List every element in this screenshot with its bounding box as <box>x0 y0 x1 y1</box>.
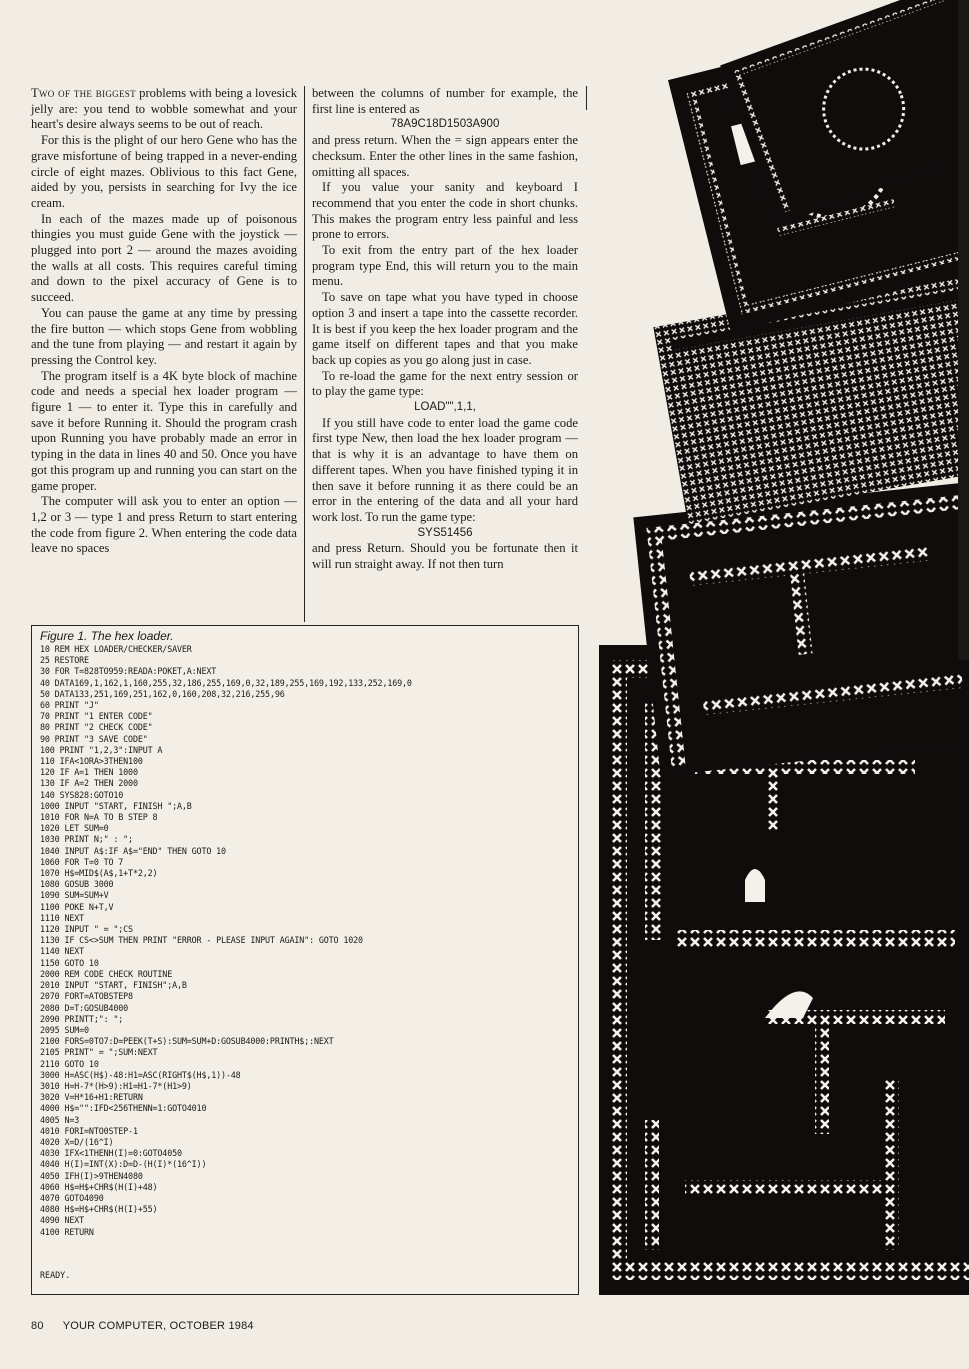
paragraph: and press return. When the = sign appears enter the checksum. Enter the other lines in the same fashion, omitting all spaces. <box>312 133 578 179</box>
program-listing <box>40 644 578 1238</box>
listing-line: 3020 V=H*16+H1:RETURN <box>40 1092 143 1103</box>
listing-line: 4005 N=3 <box>40 1114 80 1125</box>
listing-line: 4090 NEXT <box>40 1215 85 1226</box>
listing-line: 2070 FORT=ATOBSTEP8 <box>40 991 133 1002</box>
page-number: 80 <box>31 1320 44 1332</box>
paragraph: Two of the biggest problems with being a lovesick jelly are: you tend to wobble somewhat and your heart's desire always seems to be out of reach. <box>31 86 298 132</box>
listing-line: 4080 H$=H$+CHR$(H(I)+55) <box>40 1204 158 1215</box>
listing-line: 4010 FORI=NTO0STEP-1 <box>40 1125 138 1136</box>
paragraph: You can pause the game at any time by pressing the fire button — which stops Gene from wobbling and the tune from playing — and restart it again by pressing the Control key. <box>31 305 297 367</box>
listing-line: 4000 H$="":IFD<256THENN=1:GOTO4010 <box>40 1103 207 1114</box>
listing-line: 4060 H$=H$+CHR$(H(I)+48) <box>40 1181 158 1192</box>
listing-line: 1150 GOTO 10 <box>40 957 99 968</box>
listing-line: 1040 INPUT A$:IF A$="END" THEN GOTO 10 <box>40 845 226 856</box>
listing-line: 100 PRINT "1,2,3":INPUT A <box>40 744 163 755</box>
listing-line: 25 RESTORE <box>40 655 89 666</box>
paragraph: To re-load the game for the next entry session or to play the game type: <box>312 368 578 399</box>
listing-line: 30 FOR T=828TO959:READA:POKET,A:NEXT <box>40 666 217 677</box>
paragraph: To exit from the entry part of the hex loader program type End, this will return you to the main menu. <box>312 243 578 289</box>
figure-caption: Figure 1. The hex loader. <box>40 629 174 643</box>
hex-loader-listing <box>31 625 579 1295</box>
code-example: SYS51456 <box>417 526 473 539</box>
listing-line: 4070 GOTO4090 <box>40 1192 104 1203</box>
listing-line: 2095 SUM=0 <box>40 1024 89 1035</box>
listing-line: 120 IF A=1 THEN 1000 <box>40 767 138 778</box>
listing-line: 4020 X=D/(16^I) <box>40 1136 114 1147</box>
listing-line: 1100 POKE N+T,V <box>40 901 114 912</box>
column-divider <box>304 86 305 622</box>
paragraph: The program itself is a 4K byte block of machine code and needs a special hex loader program — figure 1 — to enter it. Type this in carefully and save it before Running it. Should the program crash upon Running you have probably made an error in typing in the data in lines 40 and 50. Once you have got this program up and running you can start on the game proper. <box>31 368 297 493</box>
listing-line: 4050 IFH(I)>9THEN4080 <box>40 1170 143 1181</box>
listing-line: 3000 H=ASC(H$)-48:H1=ASC(RIGHT$(H$,1))-48 <box>40 1069 241 1080</box>
listing-line: 2090 PRINTT;": "; <box>40 1013 124 1024</box>
listing-line: 1010 FOR N=A TO B STEP 8 <box>40 812 158 823</box>
publication-line: YOUR COMPUTER, OCTOBER 1984 <box>62 1320 254 1332</box>
lead-in: Two of the biggest <box>31 86 136 100</box>
listing-line: 10 REM HEX LOADER/CHECKER/SAVER <box>40 644 192 654</box>
listing-line: 1090 SUM=SUM+V <box>40 890 109 901</box>
paragraph: For this is the plight of our hero Gene who has the grave misfortune of being trapped in a never-ending circle of eight mazes. Oblivious to this fact Gene, aided by you, persists in searching for Ivy the ice cream. <box>31 133 297 210</box>
listing-line: 1020 LET SUM=0 <box>40 823 109 834</box>
listing-line: 130 IF A=2 THEN 2000 <box>40 778 138 789</box>
paragraph: and press Return. Should you be fortunate then it will run straight away. If not then turn <box>312 541 578 572</box>
listing-line: 4040 H(I)=INT(X):D=D-(H(I)*(16^I)) <box>40 1159 207 1170</box>
paragraph: The computer will ask you to enter an option — 1,2 or 3 — type 1 and press Return to start entering the code from figure 2. When entering the code data leave no spaces <box>31 494 297 556</box>
paragraph: In each of the mazes made up of poisonous thingies you must guide Gene with the joystick — plugged into port 2 — around the mazes avoiding the walls at all costs. This requires careful timing and down to the pixel accuracy of Gene is to succeed. <box>31 211 297 305</box>
listing-line: 4100 RETURN <box>40 1226 94 1237</box>
listing-line: 4030 IFX<1THENH(I)=0:GOTO4050 <box>40 1148 182 1159</box>
paragraph: If you value your sanity and keyboard I recommend that you enter the code in short chunks. This makes the program entry less painful and less prone to errors. <box>312 180 578 242</box>
listing-line: 2100 FORS=0TO7:D=PEEK(T+S):SUM=SUM+D:GOSUB4000:PRINTH$;:NEXT <box>40 1036 334 1047</box>
listing-line: 2105 PRINT" = ";SUM:NEXT <box>40 1047 158 1058</box>
listing-line: 90 PRINT "3 SAVE CODE" <box>40 733 148 744</box>
maze-screen-middle <box>633 482 969 776</box>
listing-line: 2000 REM CODE CHECK ROUTINE <box>40 968 173 979</box>
listing-line: 1060 FOR T=0 TO 7 <box>40 856 124 867</box>
paragraph: If you still have code to enter load the game code first type New, then load the hex loader program — that is why it is an advantage to have them on different tapes. When you have finished typing it in then save it before running it as there could be an error in the entering of the data and all your hard work lost. To run the game type: <box>312 415 578 524</box>
game-screenshot-collage <box>585 0 969 1369</box>
listing-line: 1070 H$=MID$(A$,1+T*2,2) <box>40 868 158 879</box>
listing-line: 1130 IF CS<>SUM THEN PRINT "ERROR - PLEASE INPUT AGAIN": GOTO 1020 <box>40 935 363 946</box>
listing-line: 1000 INPUT "START, FINISH ";A,B <box>40 800 192 811</box>
listing-line: 140 SYS828:GOTO10 <box>40 789 124 800</box>
code-example: 78A9C18D1503A900 <box>390 118 500 131</box>
listing-line: 1030 PRINT N;" : "; <box>40 834 133 845</box>
code-example: LOAD"",1,1, <box>414 401 476 414</box>
listing-line: 40 DATA169,1,162,1,160,255,32,186,255,169,0,32,189,255,169,192,133,252,169,0 <box>40 677 412 688</box>
edge-bar <box>958 0 969 660</box>
listing-line: 110 IFA<1ORA>3THEN100 <box>40 756 143 767</box>
article-column-2 <box>312 86 578 573</box>
listing-line: 80 PRINT "2 CHECK CODE" <box>40 722 153 733</box>
listing-line: 2080 D=T:GOSUB4000 <box>40 1002 129 1013</box>
listing-line: 60 PRINT "J" <box>40 700 99 711</box>
listing-line: 1120 INPUT " = ";CS <box>40 924 133 935</box>
ready-prompt: READY. <box>40 1270 71 1280</box>
paragraph: To save on tape what you have typed in choose option 3 and insert a tape into the cassette recorder. It is best if you keep the hex loader program and the game itself on different tapes and that you make back up copies as you go along just in case. <box>312 290 578 367</box>
listing-line: 1110 NEXT <box>40 912 85 923</box>
maze-screens-illustration <box>585 0 969 1369</box>
listing-line: 2010 INPUT "START, FINISH";A,B <box>40 980 187 991</box>
listing-line: 1080 GOSUB 3000 <box>40 879 114 890</box>
listing-line: 70 PRINT "1 ENTER CODE" <box>40 711 153 722</box>
listing-line: 2110 GOTO 10 <box>40 1058 99 1069</box>
listing-line: 50 DATA133,251,169,251,162,0,160,208,32,216,255,96 <box>40 688 285 699</box>
listing-line: 3010 H=H-7*(H>9):H1=H1-7*(H1>9) <box>40 1080 192 1091</box>
listing-line: 1140 NEXT <box>40 946 85 957</box>
paragraph: between the columns of number for example, the first line is entered as <box>312 86 578 116</box>
article-column-1 <box>31 86 297 557</box>
page-footer <box>31 1320 254 1332</box>
